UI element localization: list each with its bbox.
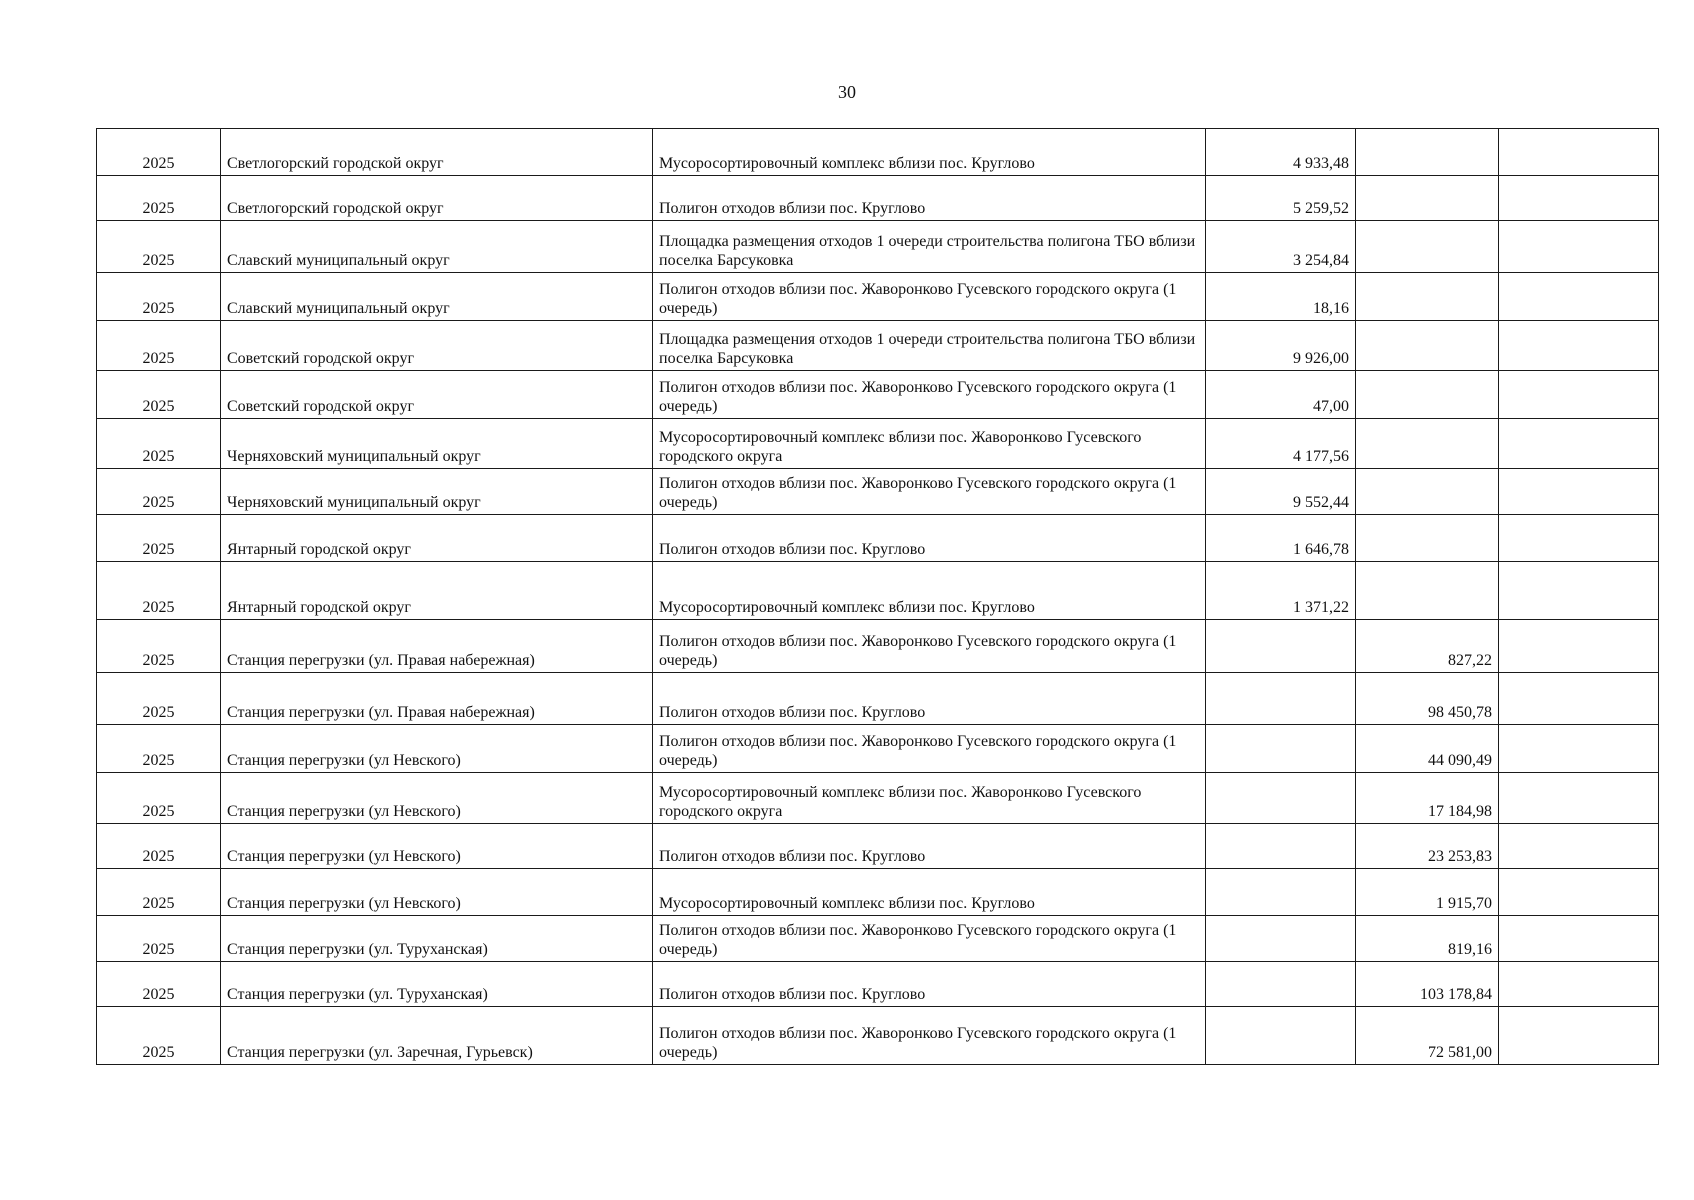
value1-cell: 9 552,44 — [1206, 469, 1356, 515]
value2-cell: 819,16 — [1356, 916, 1499, 962]
table-row — [97, 916, 1659, 962]
year-cell: 2025 — [97, 371, 221, 419]
origin-cell: Черняховский муниципальный округ — [221, 469, 653, 515]
value3-cell — [1499, 469, 1659, 515]
table-row — [97, 673, 1659, 725]
value1-cell: 9 926,00 — [1206, 321, 1356, 371]
year-cell: 2025 — [97, 562, 221, 620]
origin-cell: Светлогорский городской округ — [221, 176, 653, 221]
origin-cell: Станция перегрузки (ул. Туруханская) — [221, 962, 653, 1007]
value2-cell: 72 581,00 — [1356, 1007, 1499, 1065]
value2-cell: 23 253,83 — [1356, 824, 1499, 869]
table-row — [97, 515, 1659, 562]
year-cell: 2025 — [97, 725, 221, 773]
value2-cell — [1356, 129, 1499, 176]
year-cell: 2025 — [97, 129, 221, 176]
year-cell: 2025 — [97, 321, 221, 371]
table-row — [97, 221, 1659, 273]
table-row — [97, 321, 1659, 371]
year-cell: 2025 — [97, 1007, 221, 1065]
destination-cell: Полигон отходов вблизи пос. Жаворонково Гусевского городского округа (1 очередь) — [653, 620, 1206, 673]
value3-cell — [1499, 321, 1659, 371]
value3-cell — [1499, 129, 1659, 176]
table-row — [97, 824, 1659, 869]
destination-cell: Мусоросортировочный комплекс вблизи пос. Жаворонково Гусевского городского округа — [653, 773, 1206, 824]
table-row — [97, 869, 1659, 916]
value2-cell — [1356, 321, 1499, 371]
value3-cell — [1499, 824, 1659, 869]
destination-cell: Мусоросортировочный комплекс вблизи пос. Круглово — [653, 869, 1206, 916]
value1-cell: 5 259,52 — [1206, 176, 1356, 221]
destination-cell: Мусоросортировочный комплекс вблизи пос. Круглово — [653, 562, 1206, 620]
table-row — [97, 562, 1659, 620]
destination-cell: Полигон отходов вблизи пос. Круглово — [653, 176, 1206, 221]
origin-cell: Станция перегрузки (ул. Правая набережная) — [221, 673, 653, 725]
value1-cell: 4 933,48 — [1206, 129, 1356, 176]
value3-cell — [1499, 562, 1659, 620]
value3-cell — [1499, 1007, 1659, 1065]
origin-cell: Станция перегрузки (ул Невского) — [221, 869, 653, 916]
year-cell: 2025 — [97, 620, 221, 673]
destination-cell: Полигон отходов вблизи пос. Жаворонково Гусевского городского округа (1 очередь) — [653, 916, 1206, 962]
value2-cell — [1356, 419, 1499, 469]
destination-cell: Полигон отходов вблизи пос. Круглово — [653, 673, 1206, 725]
year-cell: 2025 — [97, 515, 221, 562]
table-row — [97, 129, 1659, 176]
value1-cell — [1206, 725, 1356, 773]
destination-cell: Полигон отходов вблизи пос. Жаворонково Гусевского городского округа (1 очередь) — [653, 469, 1206, 515]
value3-cell — [1499, 620, 1659, 673]
destination-cell: Полигон отходов вблизи пос. Жаворонково Гусевского городского округа (1 очередь) — [653, 725, 1206, 773]
origin-cell: Черняховский муниципальный округ — [221, 419, 653, 469]
value3-cell — [1499, 773, 1659, 824]
value3-cell — [1499, 371, 1659, 419]
year-cell: 2025 — [97, 221, 221, 273]
year-cell: 2025 — [97, 962, 221, 1007]
waste-transport-table — [96, 128, 1659, 1065]
origin-cell: Советский городской округ — [221, 371, 653, 419]
value2-cell: 827,22 — [1356, 620, 1499, 673]
value2-cell: 17 184,98 — [1356, 773, 1499, 824]
value1-cell — [1206, 673, 1356, 725]
value3-cell — [1499, 176, 1659, 221]
destination-cell: Полигон отходов вблизи пос. Круглово — [653, 824, 1206, 869]
origin-cell: Светлогорский городской округ — [221, 129, 653, 176]
value1-cell: 47,00 — [1206, 371, 1356, 419]
destination-cell: Полигон отходов вблизи пос. Жаворонково Гусевского городского округа (1 очередь) — [653, 273, 1206, 321]
value1-cell — [1206, 916, 1356, 962]
origin-cell: Станция перегрузки (ул. Правая набережная) — [221, 620, 653, 673]
value2-cell: 103 178,84 — [1356, 962, 1499, 1007]
value2-cell: 44 090,49 — [1356, 725, 1499, 773]
year-cell: 2025 — [97, 824, 221, 869]
origin-cell: Советский городской округ — [221, 321, 653, 371]
table-row — [97, 469, 1659, 515]
destination-cell: Площадка размещения отходов 1 очереди строительства полигона ТБО вблизи поселка Барсуковка — [653, 321, 1206, 371]
origin-cell: Янтарный городской округ — [221, 515, 653, 562]
value3-cell — [1499, 916, 1659, 962]
value2-cell — [1356, 176, 1499, 221]
value3-cell — [1499, 273, 1659, 321]
page-number: 30 — [838, 82, 856, 102]
table-body — [97, 129, 1659, 1065]
value3-cell — [1499, 869, 1659, 916]
value2-cell — [1356, 221, 1499, 273]
origin-cell: Станция перегрузки (ул Невского) — [221, 725, 653, 773]
year-cell: 2025 — [97, 773, 221, 824]
table-row — [97, 1007, 1659, 1065]
table-row — [97, 176, 1659, 221]
table-row — [97, 371, 1659, 419]
value3-cell — [1499, 673, 1659, 725]
destination-cell: Полигон отходов вблизи пос. Круглово — [653, 962, 1206, 1007]
origin-cell: Станция перегрузки (ул Невского) — [221, 773, 653, 824]
table-row — [97, 773, 1659, 824]
year-cell: 2025 — [97, 673, 221, 725]
destination-cell: Мусоросортировочный комплекс вблизи пос. Круглово — [653, 129, 1206, 176]
origin-cell: Славский муниципальный округ — [221, 273, 653, 321]
value1-cell — [1206, 869, 1356, 916]
table-row — [97, 620, 1659, 673]
year-cell: 2025 — [97, 916, 221, 962]
value3-cell — [1499, 419, 1659, 469]
value1-cell: 1 371,22 — [1206, 562, 1356, 620]
destination-cell: Полигон отходов вблизи пос. Жаворонково Гусевского городского округа (1 очередь) — [653, 1007, 1206, 1065]
value3-cell — [1499, 725, 1659, 773]
value2-cell — [1356, 371, 1499, 419]
value1-cell — [1206, 620, 1356, 673]
value2-cell — [1356, 469, 1499, 515]
value1-cell: 18,16 — [1206, 273, 1356, 321]
value3-cell — [1499, 962, 1659, 1007]
table-row — [97, 419, 1659, 469]
year-cell: 2025 — [97, 419, 221, 469]
value1-cell: 4 177,56 — [1206, 419, 1356, 469]
value2-cell — [1356, 273, 1499, 321]
value1-cell — [1206, 773, 1356, 824]
value1-cell — [1206, 824, 1356, 869]
table-row — [97, 962, 1659, 1007]
table-row — [97, 725, 1659, 773]
origin-cell: Станция перегрузки (ул. Туруханская) — [221, 916, 653, 962]
destination-cell: Полигон отходов вблизи пос. Круглово — [653, 515, 1206, 562]
value1-cell: 1 646,78 — [1206, 515, 1356, 562]
year-cell: 2025 — [97, 469, 221, 515]
destination-cell: Мусоросортировочный комплекс вблизи пос. Жаворонково Гусевского городского округа — [653, 419, 1206, 469]
year-cell: 2025 — [97, 869, 221, 916]
origin-cell: Славский муниципальный округ — [221, 221, 653, 273]
year-cell: 2025 — [97, 176, 221, 221]
origin-cell: Станция перегрузки (ул Невского) — [221, 824, 653, 869]
year-cell: 2025 — [97, 273, 221, 321]
value2-cell — [1356, 515, 1499, 562]
value3-cell — [1499, 515, 1659, 562]
origin-cell: Станция перегрузки (ул. Заречная, Гурьевск) — [221, 1007, 653, 1065]
destination-cell: Площадка размещения отходов 1 очереди строительства полигона ТБО вблизи поселка Барсуковка — [653, 221, 1206, 273]
value2-cell — [1356, 562, 1499, 620]
value1-cell: 3 254,84 — [1206, 221, 1356, 273]
value3-cell — [1499, 221, 1659, 273]
table-row — [97, 273, 1659, 321]
value2-cell: 1 915,70 — [1356, 869, 1499, 916]
origin-cell: Янтарный городской округ — [221, 562, 653, 620]
value2-cell: 98 450,78 — [1356, 673, 1499, 725]
destination-cell: Полигон отходов вблизи пос. Жаворонково Гусевского городского округа (1 очередь) — [653, 371, 1206, 419]
value1-cell — [1206, 962, 1356, 1007]
value1-cell — [1206, 1007, 1356, 1065]
